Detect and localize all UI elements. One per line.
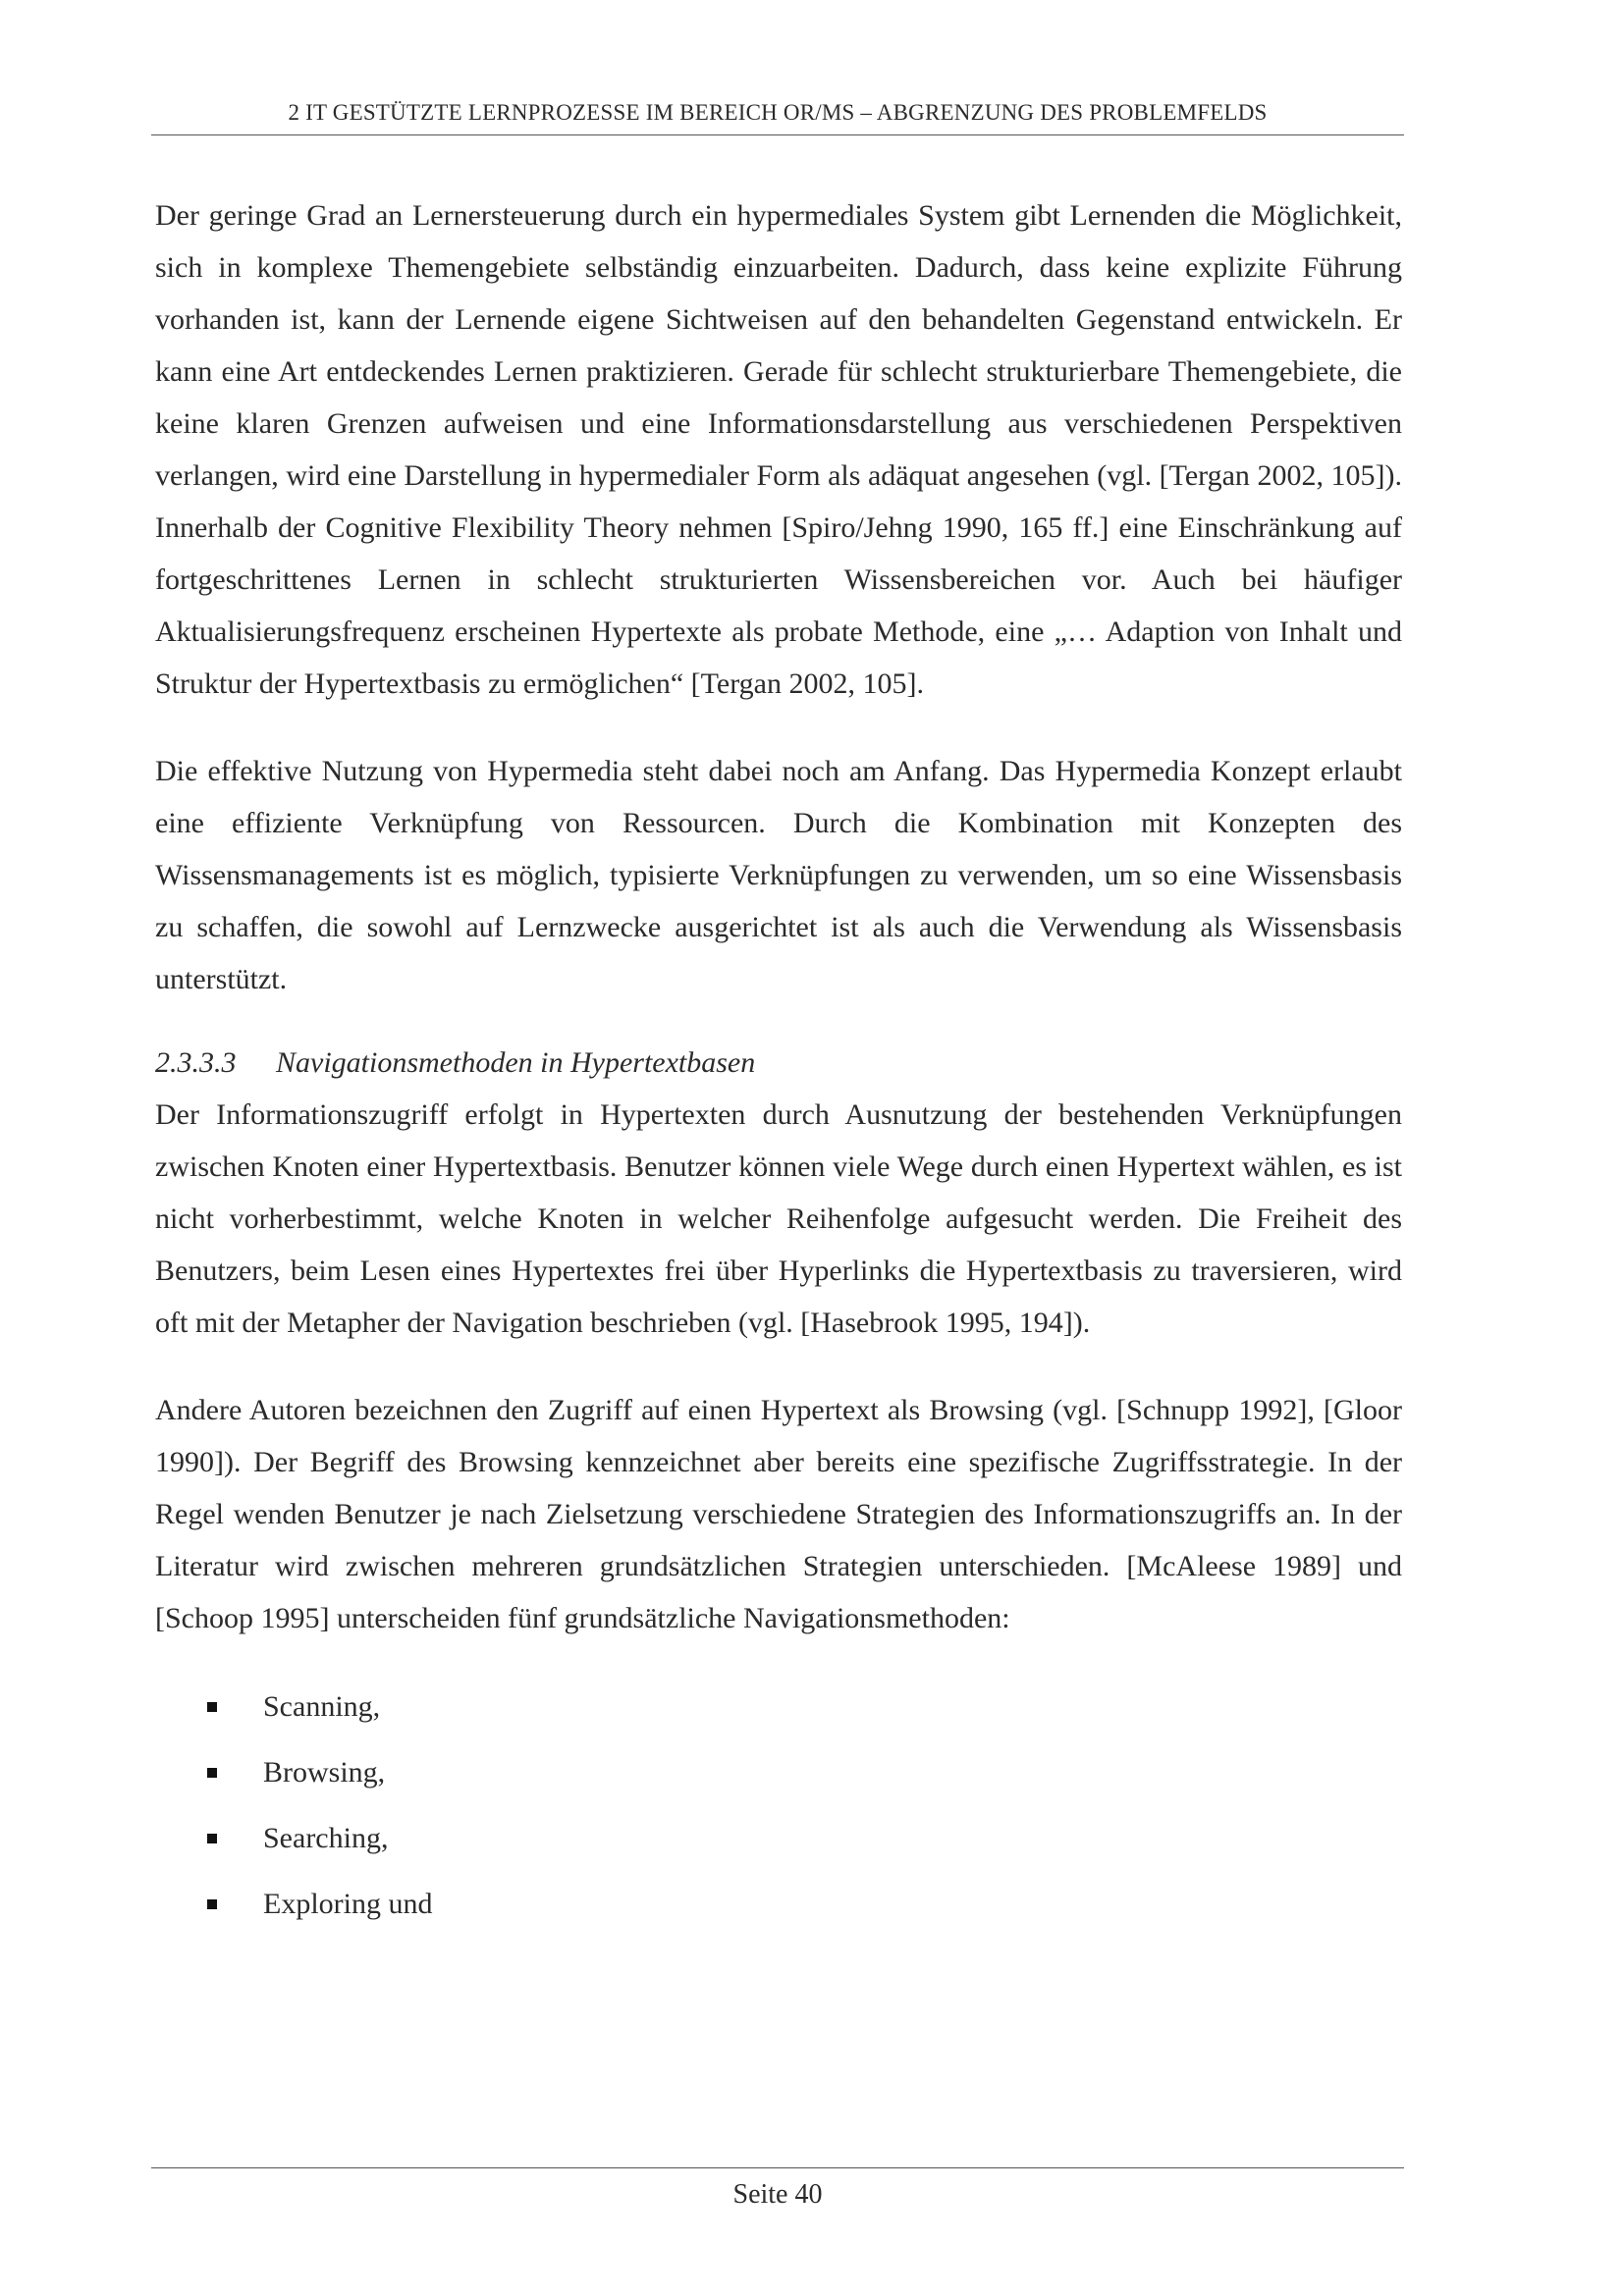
list-item-label: Exploring und [263, 1888, 433, 1920]
square-bullet-icon [207, 1834, 217, 1843]
footer-rule [151, 2167, 1404, 2168]
list-item [155, 1805, 1402, 1871]
paragraph: Die effektive Nutzung von Hypermedia steht dabei noch am Anfang. Das Hypermedia Konzept erlaubt eine effiziente Verknüpfung von Ressourcen. Durch die Kombination mit Konzepten des Wissensmanagements ist es möglich, typisierte Verknüpfungen zu verwenden, um so eine Wissensbasis zu schaffen, die sowohl auf Lernzwecke ausgerichtet ist als auch die Verwendung als Wissensbasis unterstützt. [155, 755, 1402, 995]
list-item [155, 1871, 1402, 1937]
section-title: Navigationsmethoden in Hypertextbasen [276, 1046, 756, 1079]
section-number: 2.3.3.3 [155, 1046, 237, 1079]
running-header: 2 IT GESTÜTZTE LERNPROZESSE IM BEREICH OR/MS – ABGRENZUNG DES PROBLEMFELDS [288, 100, 1268, 125]
square-bullet-icon [207, 1899, 217, 1909]
list-item-label: Scanning, [263, 1690, 381, 1723]
paragraph: Der geringe Grad an Lernersteuerung durch ein hypermediales System gibt Lernenden die Möglichkeit, sich in komplexe Themengebiete selbständig einzuarbeiten. Dadurch, dass keine explizite Führung vorhanden ist, kann der Lernende eigene Sichtweisen auf den behandelten Gegenstand entwickeln. Er kann eine Art entdeckendes Lernen praktizieren. Gerade für schlecht strukturierbare Themengebiete, die keine klaren Grenzen aufweisen und eine Informationsdarstellung aus verschiedenen Perspektiven verlangen, wird eine Darstellung in hypermedialer Form als adäquat angesehen (vgl. [Tergan 2002, 105]). Innerhalb der Cognitive Flexibility Theory nehmen [Spiro/Jehng 1990, 165 ff.] eine Einschränkung auf fortgeschrittenes Lernen in schlecht strukturierten Wissensbereichen vor. Auch bei häufiger Aktualisierungsfrequenz erscheinen Hypertexte als probate Methode, eine „… Adaption von Inhalt und Struktur der Hypertextbasis zu ermöglichen“ [Tergan 2002, 105]. [155, 199, 1402, 700]
header-rule [151, 134, 1404, 135]
navigation-methods-list [155, 1674, 1402, 1937]
page-number: Seite 40 [732, 2179, 823, 2210]
list-item-label: Searching, [263, 1822, 389, 1854]
square-bullet-icon [207, 1702, 217, 1712]
list-item [155, 1674, 1402, 1739]
paragraph: Der Informationszugriff erfolgt in Hypertexten durch Ausnutzung der bestehenden Verknüpfungen zwischen Knoten einer Hypertextbasis. Benutzer können viele Wege durch einen Hypertext wählen, es ist nicht vorherbestimmt, welche Knoten in welcher Reihenfolge aufgesucht werden. Die Freiheit des Benutzers, beim Lesen eines Hypertextes frei über Hyperlinks die Hypertextbasis zu traversieren, wird oft mit der Metapher der Navigation beschrieben (vgl. [Hasebrook 1995, 194]). [155, 1098, 1402, 1339]
square-bullet-icon [207, 1768, 217, 1778]
section-heading [155, 1037, 1402, 1089]
paragraph: Andere Autoren bezeichnen den Zugriff auf einen Hypertext als Browsing (vgl. [Schnupp 1992], [Gloor 1990]). Der Begriff des Browsing kennzeichnet aber bereits eine spezifische Zugriffsstrategie. In der Regel wenden Benutzer je nach Zielsetzung verschiedene Strategien des Informationszugriffs an. In der Literatur wird zwischen mehreren grundsätzlichen Strategien unterschieden. [McAleese 1989] und [Schoop 1995] unterscheiden fünf grundsätzliche Navigationsmethoden: [155, 1394, 1402, 1634]
page-body [155, 189, 1402, 1937]
list-item [155, 1739, 1402, 1805]
list-item-label: Browsing, [263, 1756, 386, 1789]
